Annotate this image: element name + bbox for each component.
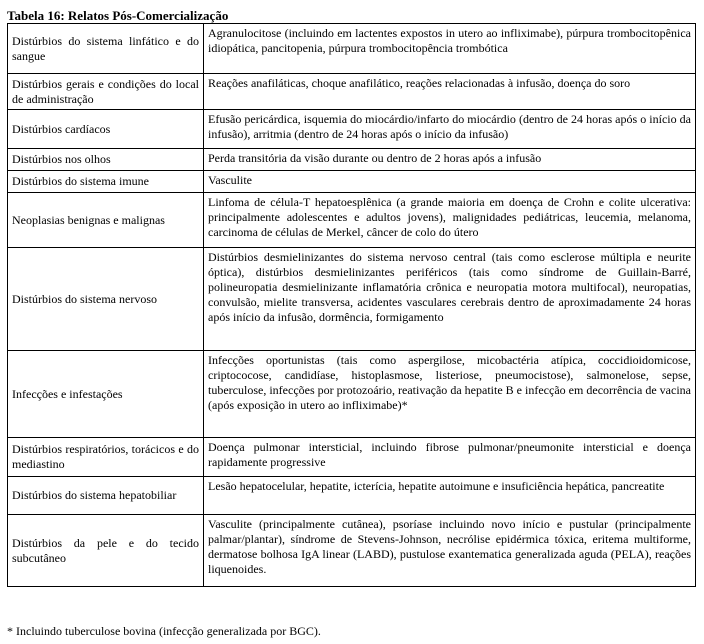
table-title: Tabela 16: Relatos Pós-Comercialização <box>7 8 229 23</box>
table-row <box>8 193 696 248</box>
table-row <box>8 477 696 515</box>
events-cell: Lesão hepatocelular, hepatite, icterícia, hepatite autoimune e insuficiência hepática, pancreatite <box>204 477 696 515</box>
events-cell: Infecções oportunistas (tais como aspergilose, micobactéria atípica, coccidioidomicose, criptococose, candidíase, histoplasmose, listeriose, pneumocistose), salmonelose, sepse, tuberculose, infecções por protozoário, reativação da hepatite B e infecção em decorrência de vacina (após exposição in utero ao infliximabe)* <box>204 351 696 438</box>
category-cell: Distúrbios cardíacos <box>8 110 204 149</box>
category-cell: Distúrbios do sistema linfático e do sangue <box>8 24 204 74</box>
events-cell: Doença pulmonar intersticial, incluindo fibrose pulmonar/pneumonite intersticial e doença rapidamente progressive <box>204 438 696 477</box>
events-cell: Agranulocitose (incluindo em lactentes expostos in utero ao infliximabe), púrpura trombocitopênica idiopática, pancitopenia, púrpura trombocitopência trombótica <box>204 24 696 74</box>
table-row <box>8 149 696 171</box>
table-row <box>8 171 696 193</box>
events-cell: Perda transitória da visão durante ou dentro de 2 horas após a infusão <box>204 149 696 171</box>
events-cell: Reações anafiláticas, choque anafilático, reações relacionadas à infusão, doença do soro <box>204 74 696 110</box>
events-cell: Vasculite <box>204 171 696 193</box>
category-cell: Distúrbios do sistema hepatobiliar <box>8 477 204 515</box>
category-cell: Neoplasias benignas e malignas <box>8 193 204 248</box>
category-cell: Distúrbios gerais e condições do local de administração <box>8 74 204 110</box>
table-row <box>8 438 696 477</box>
table-row <box>8 248 696 351</box>
category-cell: Distúrbios nos olhos <box>8 149 204 171</box>
category-cell: Distúrbios do sistema imune <box>8 171 204 193</box>
table-row <box>8 351 696 438</box>
table-footnote: * Incluindo tuberculose bovina (infecção generalizada por BGC). <box>7 624 321 638</box>
table-row <box>8 74 696 110</box>
category-cell: Infecções e infestações <box>8 351 204 438</box>
category-cell: Distúrbios da pele e do tecido subcutâneo <box>8 515 204 587</box>
events-cell: Vasculite (principalmente cutânea), psoríase incluindo novo início e pustular (principalmente palmar/plantar), síndrome de Stevens-Johnson, necrólise epidérmica tóxica, eritema multiforme, dermatose bolhosa IgA linear (LABD), pustulose exantematica generalizada aguda (PELA), reações liquenoides. <box>204 515 696 587</box>
events-cell: Efusão pericárdica, isquemia do miocárdio/infarto do miocárdio (dentro de 24 horas após o início da infusão), arritmia (dentro de 24 horas após o início da infusão) <box>204 110 696 149</box>
events-cell: Distúrbios desmielinizantes do sistema nervoso central (tais como esclerose múltipla e neurite óptica), distúrbios desmielinizantes periféricos (tais como síndrome de Guillain-Barré, polineuropatia desmielinizante inflamatória crônica e neuropatia motora multifocal), neuropatias, convulsão, mielite transversa, acidentes vasculares cerebrais dentro de aproximadamente 24 horas após início da infusão, dormência, formigamento <box>204 248 696 351</box>
events-cell: Linfoma de célula-T hepatoesplênica (a grande maioria em doença de Crohn e colite ulcerativa: principalmente adolescentes e adultos jovens), malignidades pediátricas, leucemia, melanoma, carcinoma de células de Merkel, câncer de colo do útero <box>204 193 696 248</box>
category-cell: Distúrbios do sistema nervoso <box>8 248 204 351</box>
table-row <box>8 515 696 587</box>
postmarketing-reports-table <box>7 23 696 587</box>
table-row <box>8 110 696 149</box>
category-cell: Distúrbios respiratórios, torácicos e do mediastino <box>8 438 204 477</box>
table-row <box>8 24 696 74</box>
